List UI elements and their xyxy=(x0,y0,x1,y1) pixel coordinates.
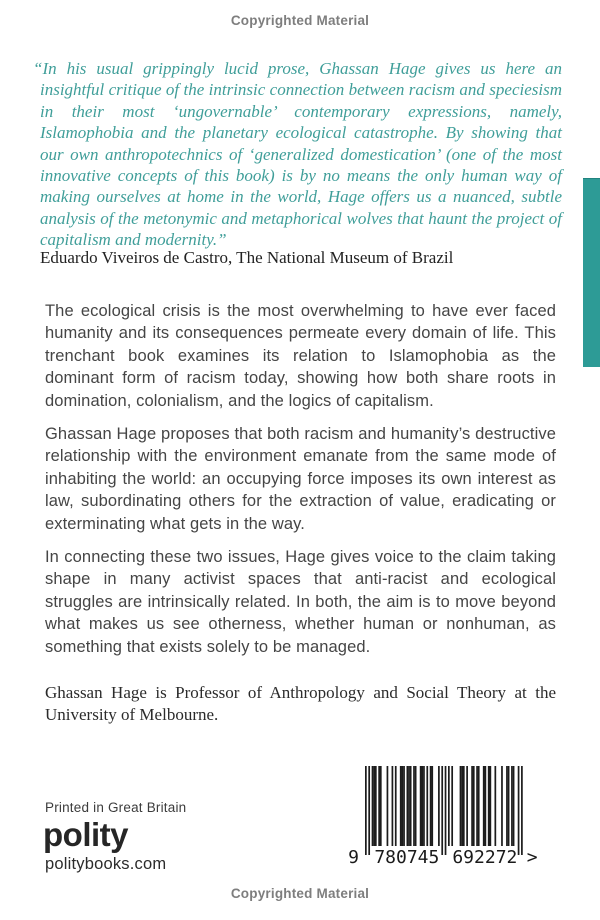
author-bio: Ghassan Hage is Professor of Anthropology and Social Theory at the University of Melbourne. xyxy=(45,683,556,724)
quote-attribution: Eduardo Viveiros de Castro, The National Museum of Brazil xyxy=(40,248,454,267)
spine-color-tab xyxy=(583,178,600,367)
copyright-banner-bottom: Copyrighted Material xyxy=(230,886,370,901)
publisher-website: politybooks.com xyxy=(45,855,167,873)
barcode-digits: > xyxy=(526,847,538,868)
barcode-digits: 780745 xyxy=(374,847,440,868)
blurb-paragraph: The ecological crisis is the most overwhelming to have ever faced humanity and its consequences permeate every domain of life. This trenchant book examines its relation to Islamophobia as the dominant form of racism today, showing how both share roots in domination, colonialism, and the logics of capitalism. xyxy=(45,302,556,410)
blurb-section xyxy=(45,300,556,669)
copyright-banner-top: Copyrighted Material xyxy=(230,13,370,28)
blurb-paragraph: Ghassan Hage proposes that both racism and humanity’s destructive relationship with the environment emanate from the same mode of inhabiting the world: an occupying force imposes its own interest as law, subordinating others for the extraction of value, eradicating or exterminating what gets in the way. xyxy=(45,425,556,533)
blurb-paragraph: In connecting these two issues, Hage gives voice to the claim taking shape in many activist spaces that anti-racist and ecological struggles are intrinsically related. In both, the aim is to move beyond what makes us see otherness, whether human or nonhuman, as something that exists solely to be managed. xyxy=(45,548,556,656)
barcode-digits: 692272 xyxy=(452,847,518,868)
publisher-logo: polity xyxy=(43,816,128,853)
review-quote: “In his usual grippingly lucid prose, Ghassan Hage gives us here an insightful critique of the intrinsic connection between racism and speciesism in their most ‘ungovernable’ contemporary expressions, namely, Islamophobia and the planetary ecological catastrophe. By showing that our own anthropotechnics of ‘generalized domestication’ (one of the most innovative concepts of this book) is by no means the only human way of making ourselves at home in the world, Hage offers us a nuanced, subtle analysis of the metonymic and metaphorical wolves that haunt the project of capitalism and modernity.” xyxy=(33,59,562,250)
isbn-barcode xyxy=(343,766,543,870)
printed-in-note: Printed in Great Britain xyxy=(45,800,187,815)
barcode-digits: 9 xyxy=(348,847,359,868)
